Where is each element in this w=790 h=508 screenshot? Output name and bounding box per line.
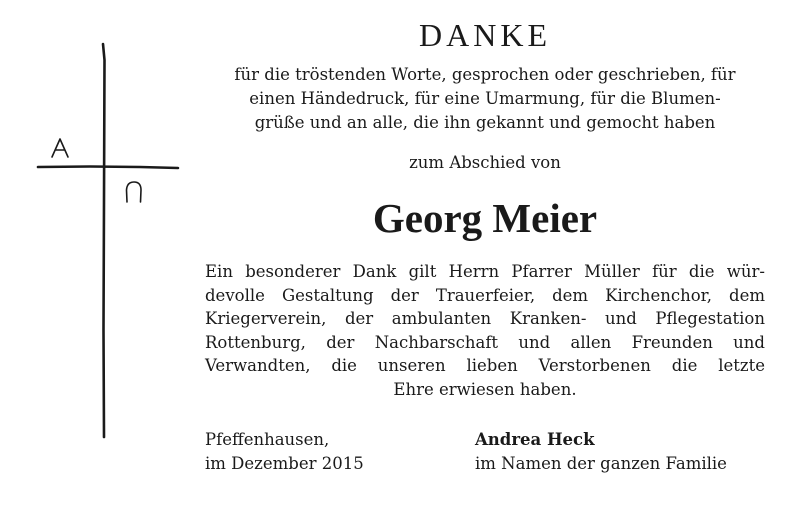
- cross-horizontal-beam: [38, 167, 178, 169]
- cross-alpha-omega-icon: [0, 0, 200, 508]
- thanks-line: Ein besonderer Dank gilt Herrn Pfarrer Müller für die wür-: [205, 262, 765, 281]
- signature-signer: [475, 428, 727, 476]
- omega-letter: [127, 182, 142, 202]
- alpha-letter: [52, 139, 68, 157]
- cross-vertical-beam: [103, 44, 105, 437]
- thanks-line: Ehre erwiesen haben.: [393, 379, 577, 399]
- signature-place-date: [205, 428, 364, 476]
- thanks-line: devolle Gestaltung der Trauerfeier, dem Kirchenchor, dem: [205, 285, 765, 305]
- intro-text: [205, 63, 765, 135]
- deceased-name: Georg Meier: [372, 195, 598, 241]
- notice-title: DANKE: [419, 17, 551, 53]
- signer-family: im Namen der ganzen Familie: [475, 454, 727, 473]
- signer-name: Andrea Heck: [475, 430, 595, 449]
- thanks-line: Verwandten, die unseren lieben Verstorbenen die letzte: [205, 356, 765, 375]
- intro-line: einen Händedruck, für eine Umarmung, für die Blumen-: [249, 89, 721, 108]
- signature-date: im Dezember 2015: [205, 454, 364, 473]
- signature-place: Pfeffenhausen,: [205, 430, 330, 449]
- thanks-paragraph: [205, 260, 765, 401]
- intro-line: grüße und an alle, die ihn gekannt und gemocht haben: [254, 113, 716, 132]
- farewell-subtitle: zum Abschied von: [409, 153, 561, 172]
- thanks-line: Kriegerverein, der ambulanten Kranken- und Pflegestation: [205, 309, 765, 328]
- thanks-line: Rottenburg, der Nachbarschaft und allen Freunden und: [205, 332, 765, 352]
- intro-line: für die tröstenden Worte, gesprochen oder geschrieben, für: [234, 65, 736, 84]
